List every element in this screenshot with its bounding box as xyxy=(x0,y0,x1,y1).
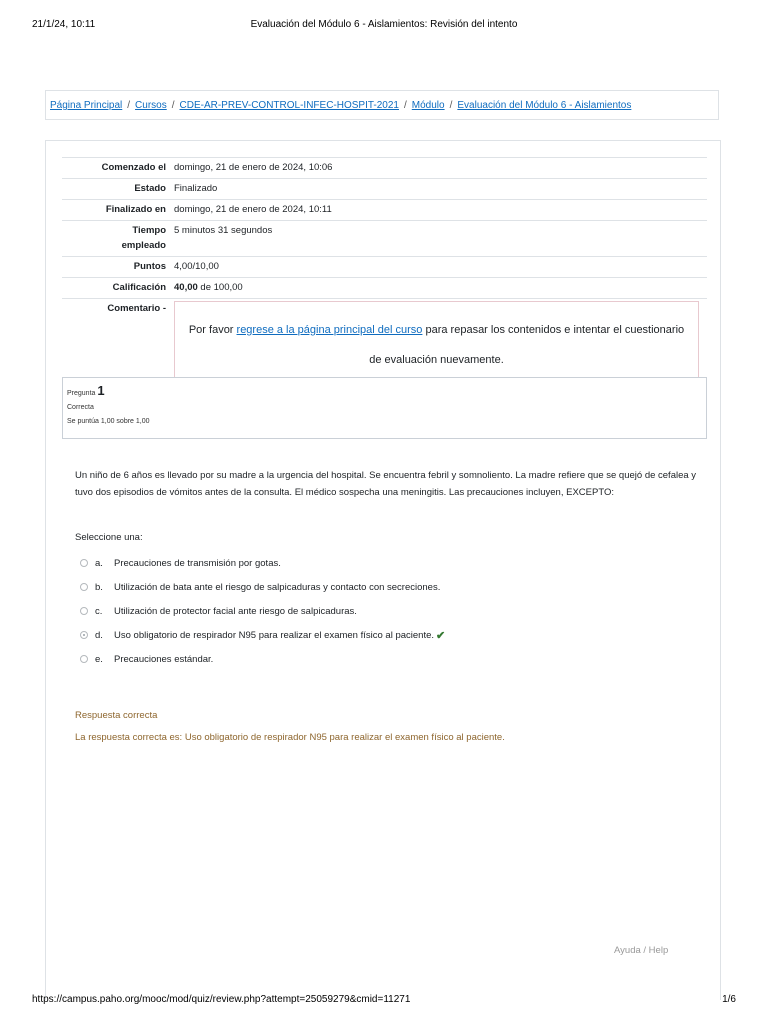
question-number xyxy=(67,384,702,401)
summary-label: Comentario - xyxy=(62,299,170,394)
question-state: Correcta xyxy=(67,404,94,411)
summary-label: Comenzado el xyxy=(62,158,170,179)
feedback-status: Respuesta correcta xyxy=(75,710,158,721)
question-text: Un niño de 6 años es llevado por su madre a la urgencia del hospital. Se encuentra febril y somnoliento. La madre refiere que se quejó de cefalea y tuvo dos episodios de vómitos antes de la consulta. El médico sospecha una meningitis. Las precauciones incluyen, EXCEPTO: xyxy=(75,470,697,498)
option-letter: b. xyxy=(95,581,103,593)
breadcrumb-separator: / xyxy=(404,100,407,111)
course-home-link[interactable]: regrese a la página principal del curso xyxy=(236,324,423,336)
summary-row-state xyxy=(62,179,707,200)
radio-button-selected[interactable] xyxy=(80,631,88,639)
summary-value: 5 minutos 31 segundos xyxy=(170,221,707,257)
summary-row-finished xyxy=(62,200,707,221)
breadcrumb xyxy=(45,90,719,120)
grade-total: de 100,00 xyxy=(200,282,243,293)
option-letter: a. xyxy=(95,557,103,569)
radio-button[interactable] xyxy=(80,655,88,663)
option-letter: c. xyxy=(95,605,103,617)
question-number-value: 1 xyxy=(97,383,105,398)
summary-label: Estado xyxy=(62,179,170,200)
answer-option-c[interactable] xyxy=(80,599,700,623)
help-link[interactable]: Ayuda / Help xyxy=(614,945,669,956)
comment-text: para repasar los contenidos e intentar el cuestionario de evaluación nuevamente. xyxy=(369,324,685,366)
option-text: Precauciones de transmisión por gotas. xyxy=(114,557,281,569)
answer-feedback xyxy=(75,705,505,749)
question-info-box xyxy=(62,377,707,439)
option-letter: e. xyxy=(95,653,103,665)
print-date: 21/1/24, 10:11 xyxy=(32,19,96,30)
print-page-number: 1/6 xyxy=(722,994,736,1005)
breadcrumb-module-link[interactable]: Módulo xyxy=(411,100,445,111)
feedback-right-answer: La respuesta correcta es: Uso obligatorio de respirador N95 para realizar el examen físico al paciente. xyxy=(75,732,505,743)
answer-option-a[interactable] xyxy=(80,551,700,575)
answer-option-d[interactable] xyxy=(80,623,700,647)
answer-options xyxy=(80,551,700,671)
summary-label-line: empleado xyxy=(121,240,166,251)
radio-button[interactable] xyxy=(80,607,88,615)
option-text: Utilización de bata ante el riesgo de salpicaduras y contacto con secreciones. xyxy=(114,581,441,593)
summary-row-points xyxy=(62,257,707,278)
main-region xyxy=(45,140,721,1000)
print-title: Evaluación del Módulo 6 - Aislamientos: Revisión del intento xyxy=(250,19,518,30)
summary-row-time xyxy=(62,221,707,257)
radio-button[interactable] xyxy=(80,583,88,591)
summary-label: Finalizado en xyxy=(62,200,170,221)
breadcrumb-course-link[interactable]: CDE-AR-PREV-CONTROL-INFEC-HOSPIT-2021 xyxy=(179,100,399,111)
breadcrumb-separator: / xyxy=(171,100,175,111)
option-text: Precauciones estándar. xyxy=(114,653,214,665)
radio-button[interactable] xyxy=(80,559,88,567)
question-mark: Se puntúa 1,00 sobre 1,00 xyxy=(67,418,150,425)
print-url: https://campus.paho.org/mooc/mod/quiz/review.php?attempt=25059279&cmid=11271 xyxy=(32,994,411,1005)
summary-value: Finalizado xyxy=(170,179,707,200)
grade-value: 40,00 xyxy=(174,282,198,293)
breadcrumb-quiz-link[interactable]: Evaluación del Módulo 6 - Aislamientos xyxy=(457,100,632,111)
summary-value: domingo, 21 de enero de 2024, 10:11 xyxy=(170,200,707,221)
summary-label: Puntos xyxy=(62,257,170,278)
summary-row-started xyxy=(62,158,707,179)
summary-row-grade xyxy=(62,278,707,299)
summary-label xyxy=(62,221,170,257)
breadcrumb-courses-link[interactable]: Cursos xyxy=(135,100,167,111)
option-text: Uso obligatorio de respirador N95 para realizar el examen físico al paciente. xyxy=(114,629,435,641)
summary-value: domingo, 21 de enero de 2024, 10:06 xyxy=(170,158,707,179)
option-letter: d. xyxy=(95,629,103,641)
option-text: Utilización de protector facial ante riesgo de salpicaduras. xyxy=(114,605,357,617)
question-label: Pregunta xyxy=(67,390,96,397)
feedback-comment-box xyxy=(174,301,699,386)
breadcrumb-separator: / xyxy=(449,100,453,111)
summary-label: Calificación xyxy=(62,278,170,299)
breadcrumb-separator: / xyxy=(127,100,131,111)
summary-value xyxy=(170,278,707,299)
summary-value: 4,00/10,00 xyxy=(170,257,707,278)
attempt-summary-table xyxy=(62,157,707,394)
check-icon: ✔ xyxy=(436,629,446,642)
comment-text: Por favor xyxy=(188,324,237,336)
answer-prompt: Seleccione una: xyxy=(75,532,143,543)
summary-label-line: Tiempo xyxy=(132,225,166,236)
answer-option-b[interactable] xyxy=(80,575,700,599)
breadcrumb-home-link[interactable]: Página Principal xyxy=(50,100,123,111)
answer-option-e[interactable] xyxy=(80,647,700,671)
